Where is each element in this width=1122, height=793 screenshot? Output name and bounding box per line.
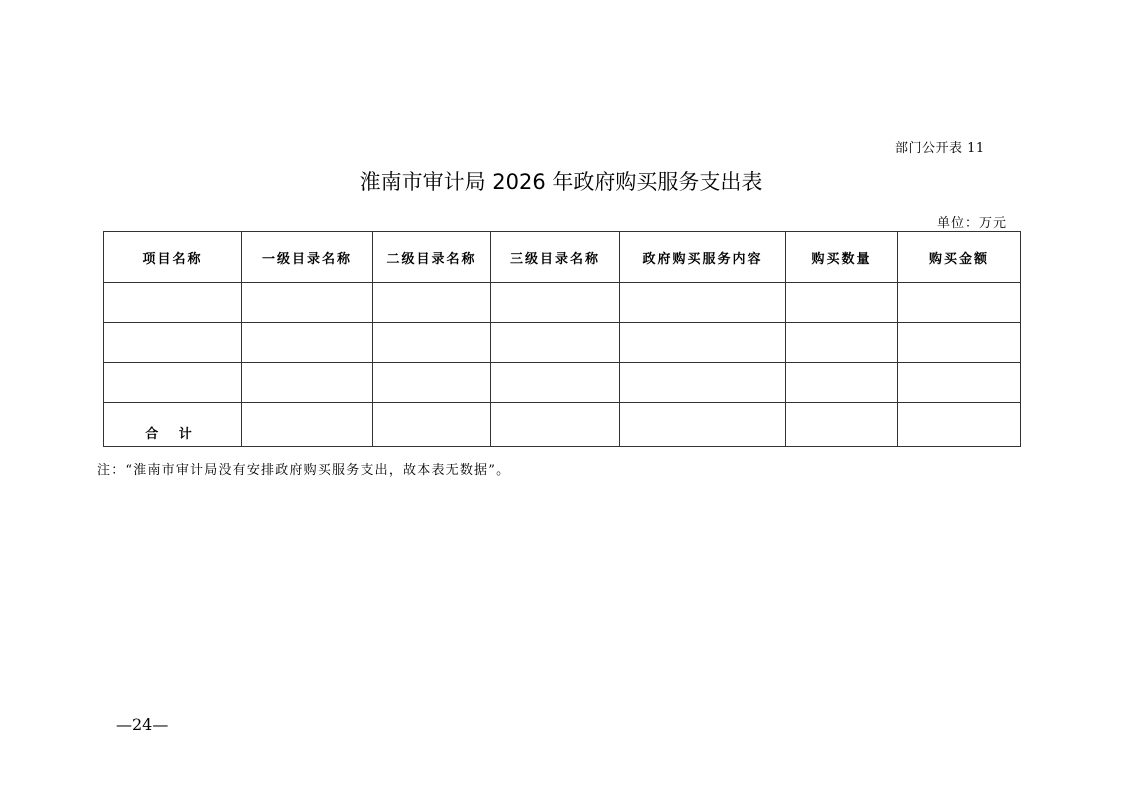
table-row [104, 323, 1021, 363]
table-cell [104, 283, 242, 323]
table-header-row [104, 232, 1021, 283]
table-note: 注：“淮南市审计局没有安排政府购买服务支出，故本表无数据”。 [97, 463, 511, 478]
table-row [104, 363, 1021, 403]
table-cell [242, 403, 373, 447]
column-header: 二级目录名称 [373, 232, 491, 283]
table-cell [620, 363, 786, 403]
table-cell [898, 363, 1021, 403]
unit-label: 单位：万元 [937, 216, 1008, 231]
column-header: 项目名称 [104, 232, 242, 283]
table-cell [373, 283, 491, 323]
total-row [104, 403, 1021, 447]
column-header: 购买金额 [898, 232, 1021, 283]
table-cell [491, 323, 620, 363]
table-cell [373, 323, 491, 363]
column-header: 购买数量 [786, 232, 898, 283]
total-label: 合 计 [104, 403, 242, 447]
table-cell [242, 283, 373, 323]
column-header: 一级目录名称 [242, 232, 373, 283]
table-cell [491, 283, 620, 323]
table-number: 部门公开表 11 [895, 141, 985, 156]
table-cell [786, 403, 898, 447]
table-cell [786, 323, 898, 363]
table-row [104, 283, 1021, 323]
table-cell [491, 363, 620, 403]
table-cell [104, 363, 242, 403]
table-cell [786, 363, 898, 403]
table-cell [620, 283, 786, 323]
expenditure-table [103, 231, 1021, 447]
table-cell [898, 323, 1021, 363]
table-cell [373, 363, 491, 403]
table-cell [620, 323, 786, 363]
table-cell [373, 403, 491, 447]
table-cell [104, 323, 242, 363]
document-title: 淮南市审计局 2026 年政府购买服务支出表 [359, 170, 763, 194]
column-header: 三级目录名称 [491, 232, 620, 283]
table-cell [898, 403, 1021, 447]
table-cell [898, 283, 1021, 323]
table-cell [242, 323, 373, 363]
table-cell [786, 283, 898, 323]
page-number: —24— [116, 715, 169, 734]
table-cell [242, 363, 373, 403]
table-cell [491, 403, 620, 447]
column-header: 政府购买服务内容 [620, 232, 786, 283]
table-cell [620, 403, 786, 447]
